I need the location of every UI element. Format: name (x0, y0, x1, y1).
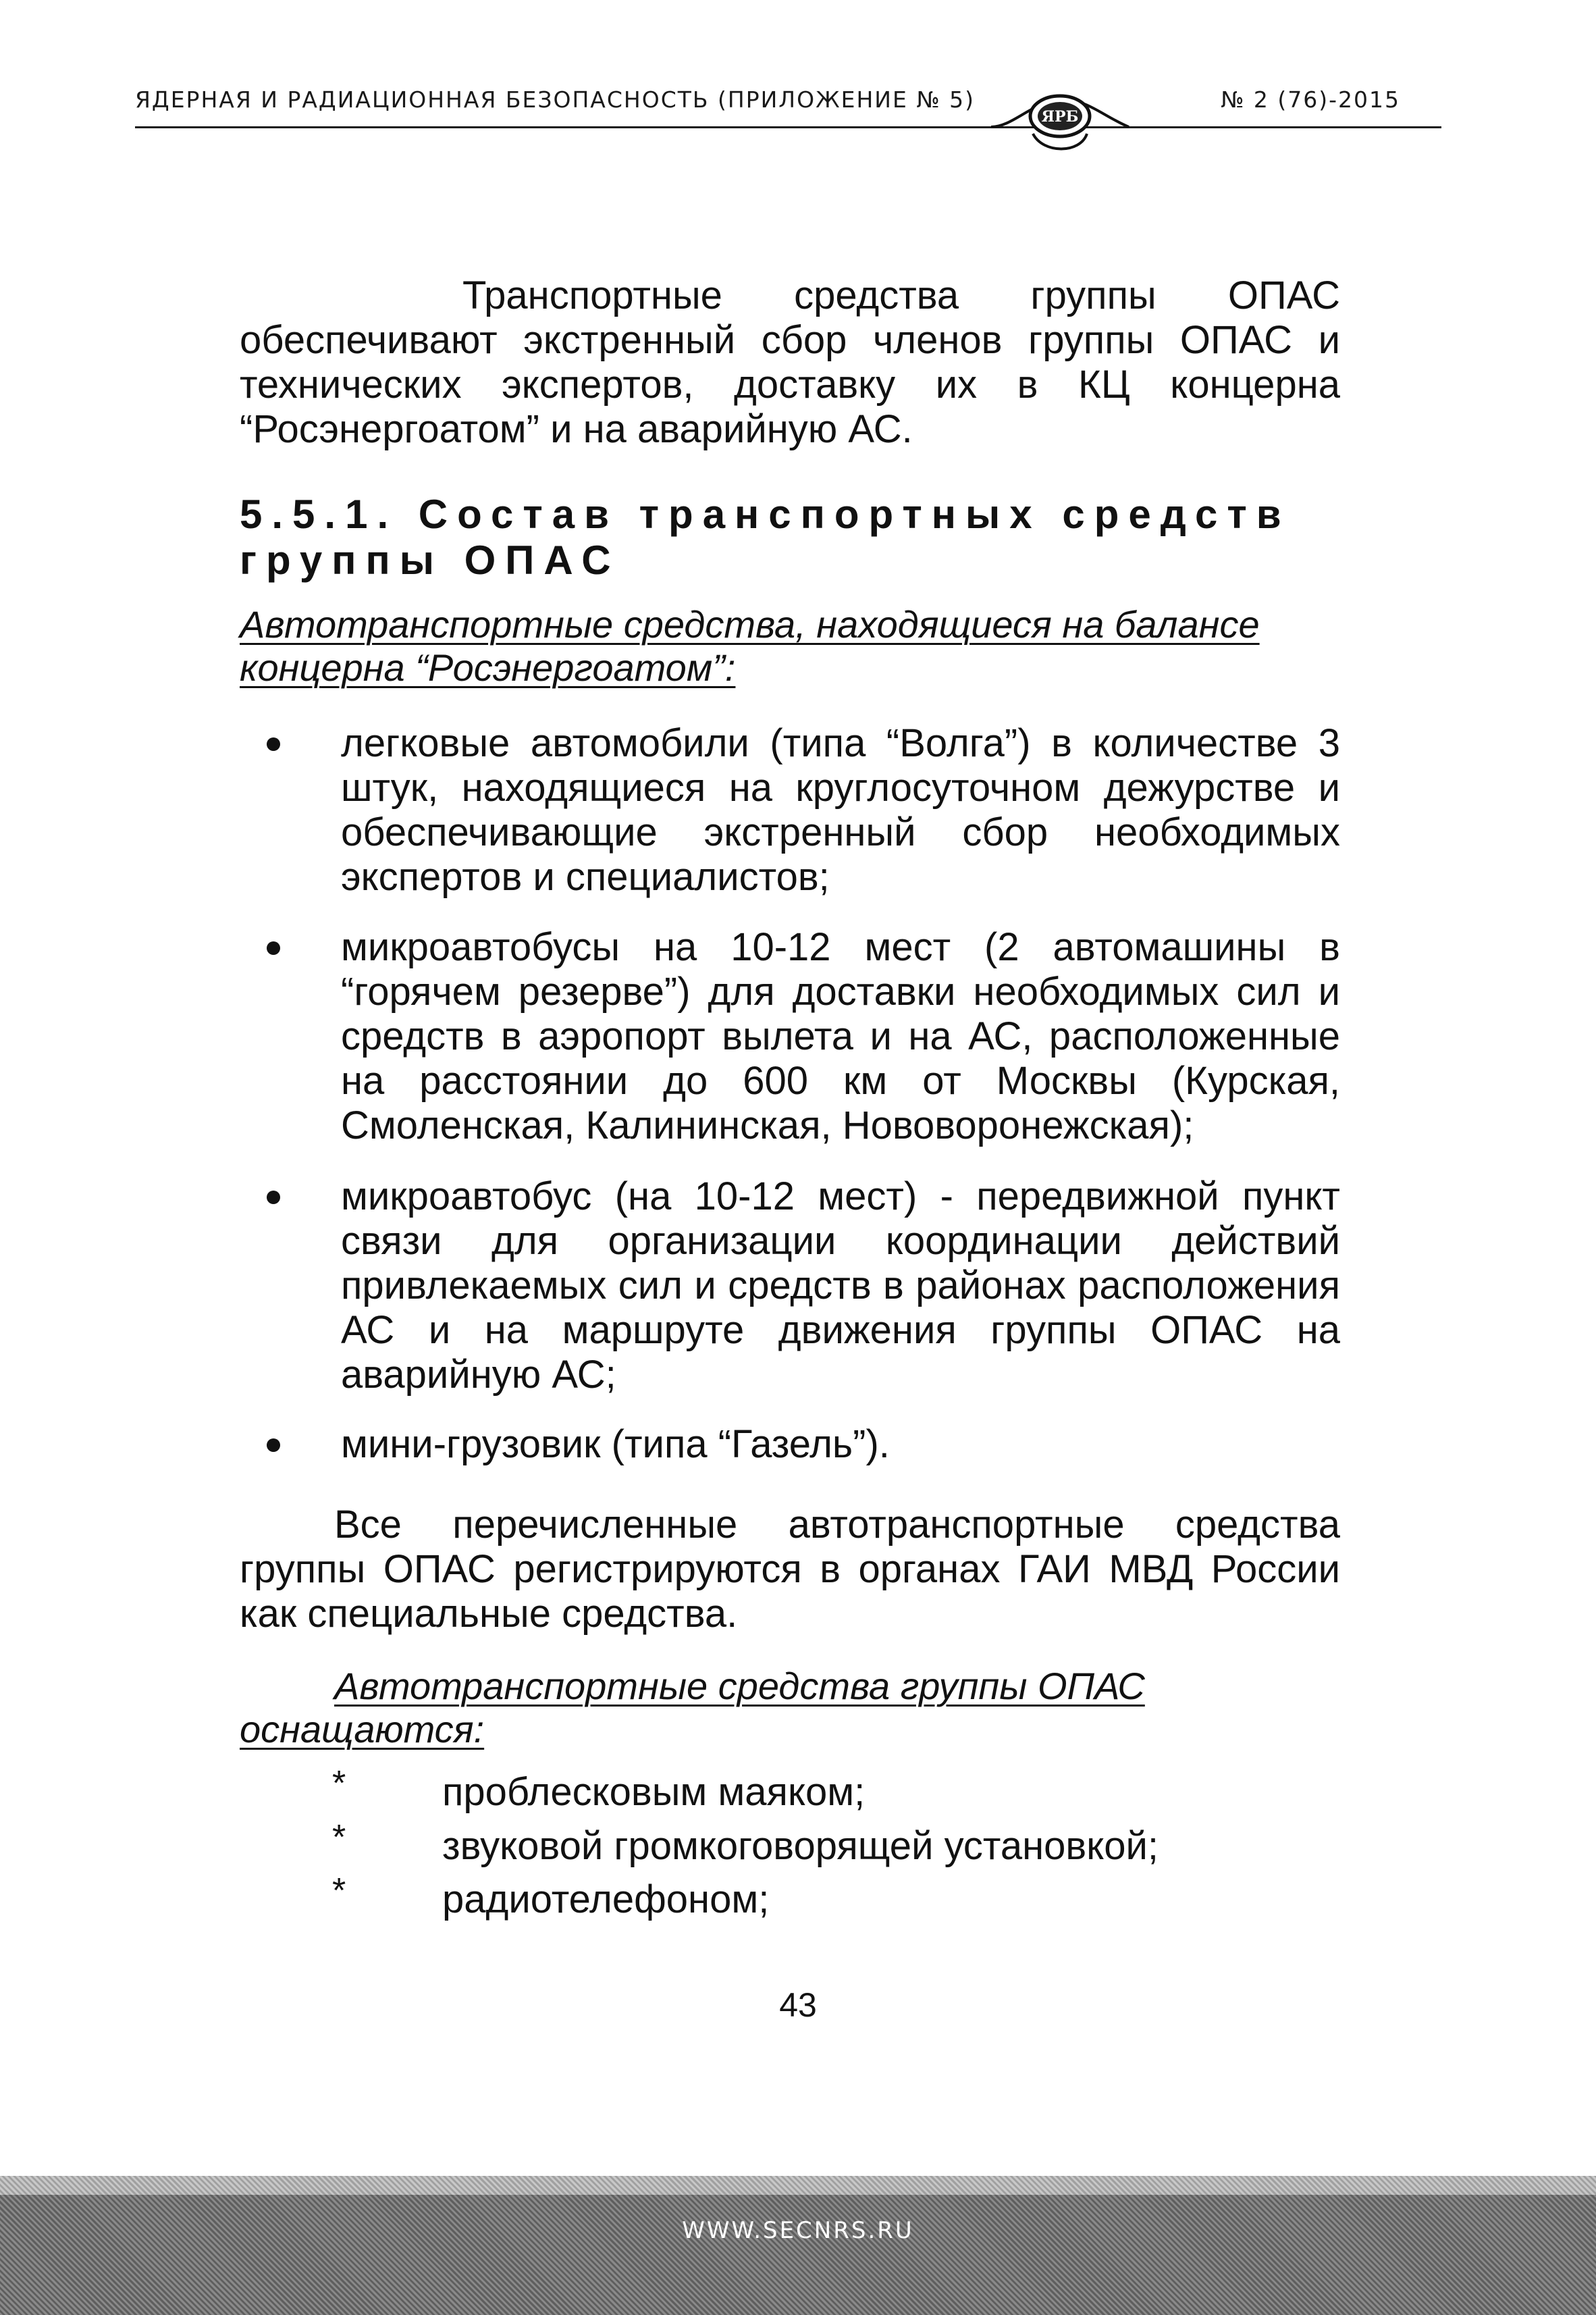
list-item: легковые автомобили (типа “Волга”) в количестве 3 штук, находящиеся на круглосуточном дежурстве и обеспечивающие экстренный сбор необходимых экспертов и специалистов; (341, 721, 1340, 899)
star-marker: * (332, 1871, 346, 1910)
footer-url[interactable]: WWW.SECNRS.RU (682, 2217, 914, 2244)
journal-logo-icon (986, 74, 1134, 162)
list-item: микроавтобус (на 10-12 мест) - передвижной пункт связи для организации координации действий привлекаемых сил и средств в районах расположения АС и на маршруте движения группы ОПАС на аварийную АС; (341, 1174, 1340, 1397)
bullet-dot (267, 737, 280, 751)
running-header-title: ЯДЕРНАЯ И РАДИАЦИОННАЯ БЕЗОПАСНОСТЬ (ПРИЛОЖЕНИЕ № 5) (135, 86, 976, 113)
section-heading: 5.5.1. Состав транспортных средств группы ОПАС (240, 492, 1291, 583)
issue-number: № 2 (76)-2015 (1221, 86, 1400, 113)
footer-band-edge (0, 2176, 1596, 2195)
registration-paragraph: Все перечисленные автотранспортные средства группы ОПАС регистрируются в органах ГАИ МВД России как специальные средства. (240, 1503, 1340, 1636)
list-item: мини-грузовик (типа “Газель”). (341, 1422, 890, 1466)
subheading-balance: Автотранспортные средства, находящиеся на балансе концерна “Росэнергоатом”: (240, 603, 1260, 689)
star-marker: * (332, 1818, 346, 1857)
list-item: звуковой громкоговорящей установкой; (442, 1824, 1159, 1868)
header-rule (135, 126, 1441, 128)
logo-text: ЯРБ (1041, 108, 1079, 126)
bullet-dot (267, 1191, 280, 1204)
intro-paragraph: Транспортные средства группы ОПАС обеспечивают экстренный сбор членов группы ОПАС и технических экспертов, доставку их в КЦ концерна “Росэнергоатом” и на аварийную АС. (240, 274, 1340, 451)
footer-band (0, 2176, 1596, 2315)
list-item: радиотелефоном; (442, 1877, 770, 1921)
subheading-equipment: Автотранспортные средства группы ОПАС оснащаются: (240, 1665, 1145, 1750)
list-item: проблесковым маяком; (442, 1770, 866, 1814)
bullet-dot (267, 1438, 280, 1452)
page-number: 43 (779, 1986, 817, 2024)
bullet-dot (267, 941, 280, 955)
list-item: микроавтобусы на 10-12 мест (2 автомашины в “горячем резерве”) для доставки необходимых сил и средств в аэропорт вылета и на АС, расположенные на расстоянии до 600 км от Москвы (Курская, Смоленская, Калининская, Нововоронежская); (341, 925, 1340, 1147)
star-marker: * (332, 1764, 346, 1803)
